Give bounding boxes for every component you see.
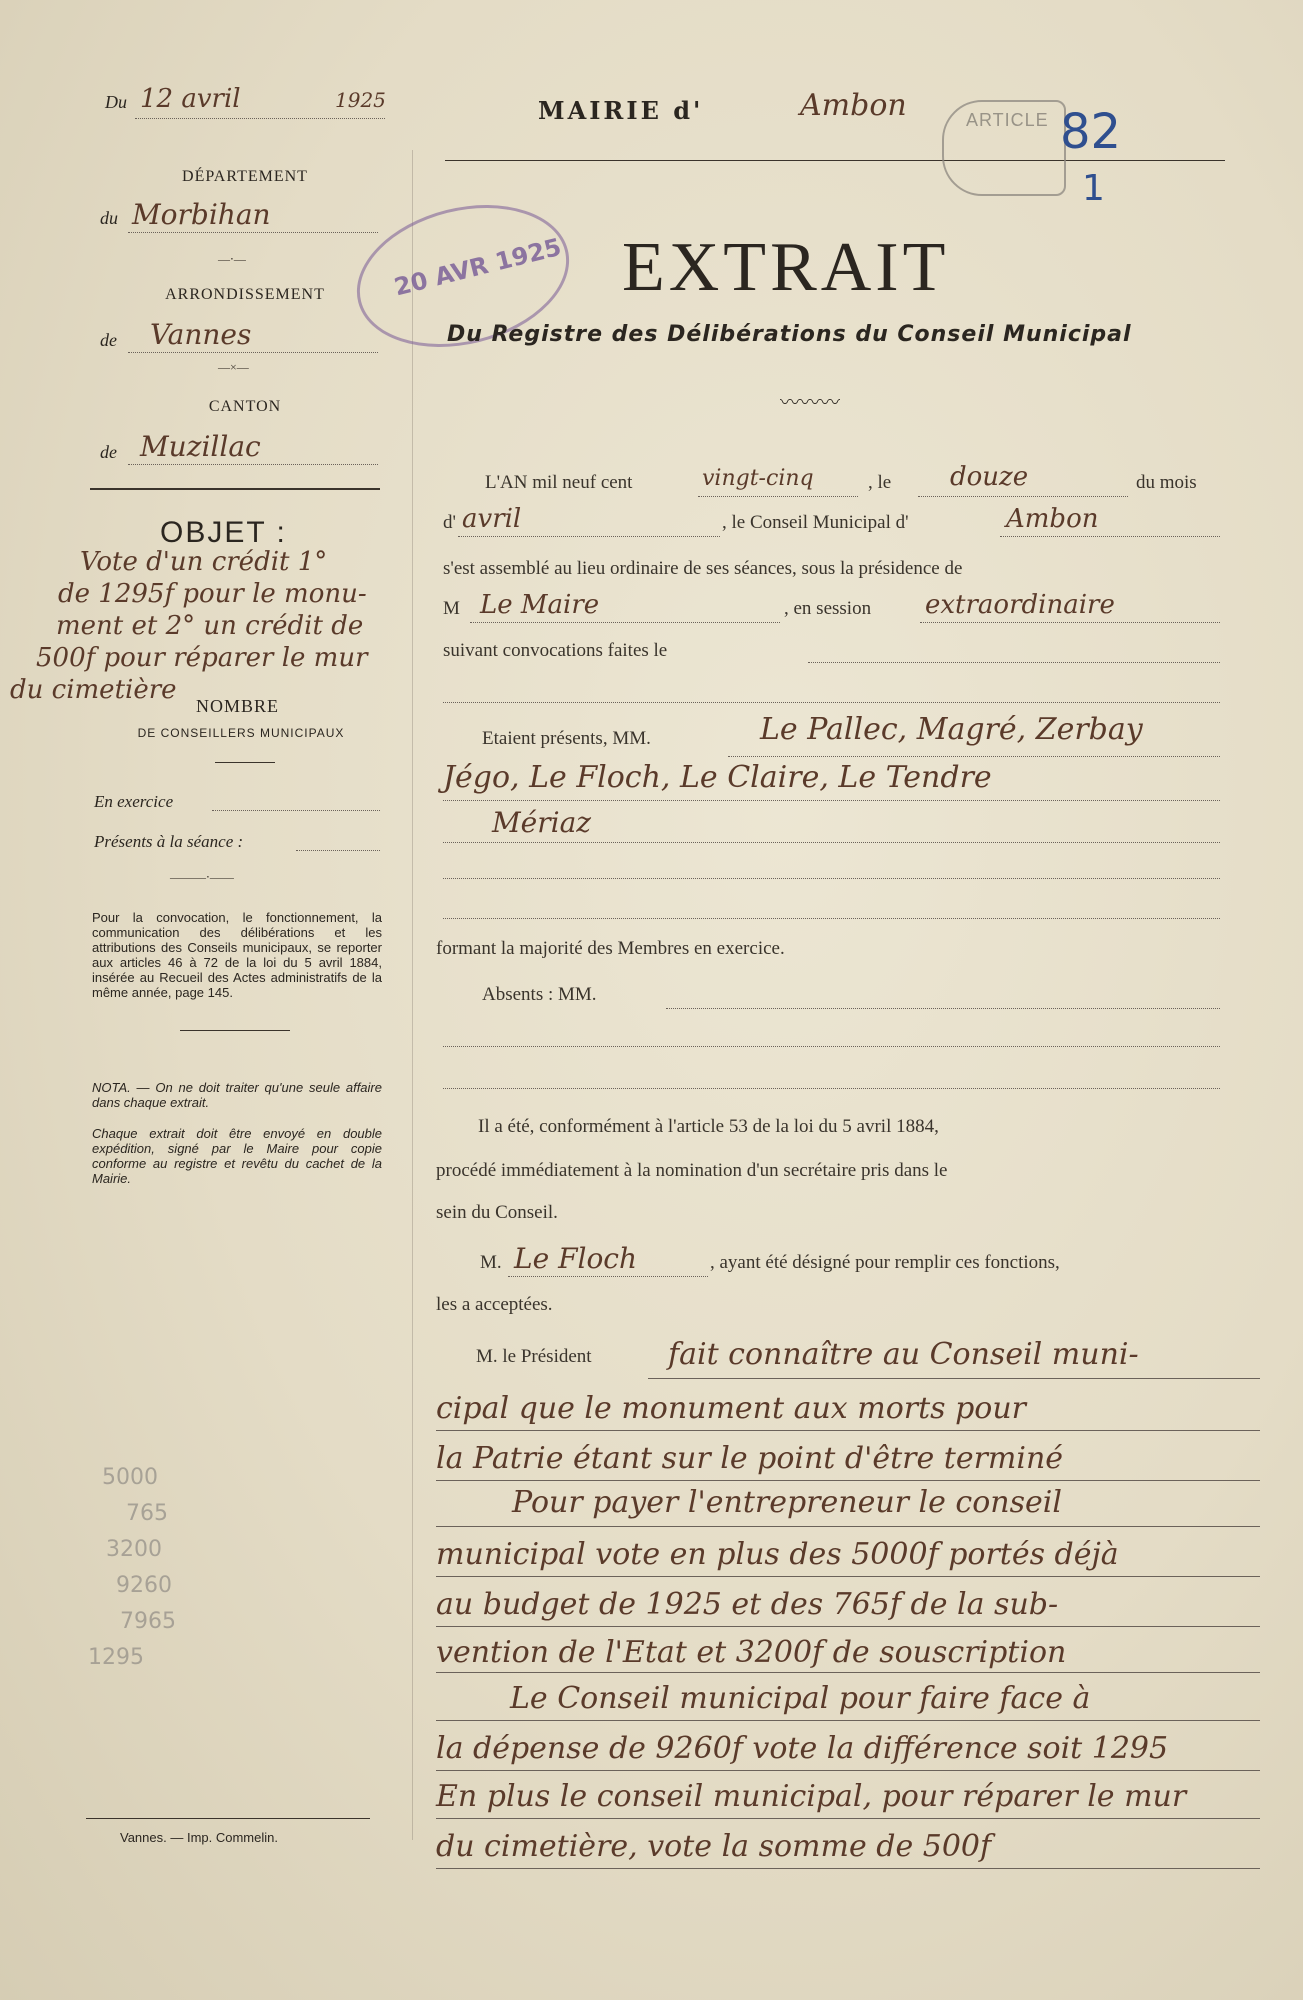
separator-ornament-3: ———⋅—— <box>170 870 234 884</box>
deliberation-line: Pour payer l'entrepreneur le conseil <box>512 1485 1062 1520</box>
presents-rule-3 <box>443 842 1220 843</box>
departement-line <box>128 232 378 233</box>
canton-line <box>128 464 378 465</box>
date-handwritten: 12 avril <box>140 84 241 114</box>
presents-rule-4 <box>443 878 1220 879</box>
commune-handwritten: Ambon <box>800 88 907 123</box>
extract-title: EXTRAIT <box>622 229 950 306</box>
deliberation-line: En plus le conseil municipal, pour réparer le mur <box>436 1779 1187 1814</box>
session-label: , en session <box>784 598 872 619</box>
objet-line: du cimetière <box>10 675 177 705</box>
margin-calc-line: 3200 <box>106 1537 162 1562</box>
extract-subtitle: Du Registre des Délibérations du Conseil Municipal <box>447 322 1132 347</box>
month-line <box>458 536 720 537</box>
objet-line: ment et 2° un crédit de <box>56 611 364 641</box>
president-line <box>470 622 780 623</box>
arrondissement-label: ARRONDISSEMENT <box>165 286 325 303</box>
margin-calc-line: 765 <box>126 1501 168 1526</box>
deliberation-line: vention de l'Etat et 3200f de souscription <box>436 1635 1067 1670</box>
article-sub-number: 1 <box>1082 168 1105 209</box>
etaient-label: Etaient présents, MM. <box>482 728 651 749</box>
nombre-label: NOMBRE <box>196 696 280 716</box>
deliberation-rule <box>436 1720 1260 1721</box>
margin-pencil-calculation <box>86 1460 176 1676</box>
canton-divider <box>90 488 380 490</box>
convocations-label: suivant convocations faites le <box>443 640 668 661</box>
assemble-text: s'est assemblé au lieu ordinaire de ses séances, sous la présidence de <box>443 558 963 579</box>
deliberation-line: la Patrie étant sur le point d'être terminé <box>436 1441 1064 1476</box>
stamp-date: 20 AVR 1925 <box>391 232 565 302</box>
deliberation-rule <box>436 1818 1260 1819</box>
date-line <box>135 118 385 119</box>
departement-prefix: du <box>100 208 118 228</box>
mairie-underline <box>445 160 1225 161</box>
convocations-line <box>808 662 1220 663</box>
arrondissement-handwritten: Vannes <box>150 318 252 351</box>
imprint-divider <box>86 1818 370 1819</box>
secretaire-suffix: , ayant été désigné pour remplir ces fonctions, <box>710 1252 1060 1273</box>
secretaire-prefix: M. <box>480 1252 502 1273</box>
absents-rule-2 <box>443 1046 1220 1047</box>
presents-line <box>296 850 380 851</box>
deliberation-rule <box>436 1576 1260 1577</box>
title-ornament: 〰〰〰 <box>780 392 840 414</box>
article53-line-2: procédé immédiatement à la nomination d'un secrétaire pris dans le <box>436 1160 948 1181</box>
article-number: 82 <box>1060 104 1122 160</box>
deliberation-rule <box>436 1480 1260 1481</box>
separator-ornament-2: —×— <box>218 360 249 374</box>
conseil-label: , le Conseil Municipal d' <box>722 512 909 533</box>
formant-text: formant la majorité des Membres en exercice. <box>436 938 785 959</box>
separator-ornament: —⋅— <box>218 252 246 266</box>
day-line <box>918 496 1128 497</box>
presents-rule-1 <box>728 756 1220 757</box>
objet-handwritten <box>10 546 410 706</box>
nota-1: NOTA. — On ne doit traiter qu'une seule affaire dans chaque extrait. <box>92 1080 382 1110</box>
arrondissement-prefix: de <box>100 330 117 350</box>
deliberation-line: la dépense de 9260f vote la différence soit 1295 <box>436 1731 1169 1766</box>
deliberation-rule <box>436 1672 1260 1673</box>
m-label: M <box>443 598 460 619</box>
margin-calc-line: 5000 <box>102 1465 158 1490</box>
month-handwritten: avril <box>462 504 522 534</box>
objet-label: OBJET : <box>160 516 287 549</box>
deliberation-line: cipal que le monument aux morts pour <box>436 1391 1027 1426</box>
deliberation-rule <box>648 1378 1260 1379</box>
deliberation-line: municipal vote en plus des 5000f portés déjà <box>436 1537 1119 1572</box>
margin-calc-line: 9260 <box>116 1573 172 1598</box>
objet-line: 500f pour réparer le mur <box>36 643 368 673</box>
presents-rule-2 <box>443 800 1220 801</box>
deliberation-line: du cimetière, vote la somme de 500f <box>436 1829 992 1864</box>
margin-calc-line: 7965 <box>120 1609 176 1634</box>
presents-line-3: Mériaz <box>492 806 592 839</box>
absents-rule-3 <box>443 1088 1220 1089</box>
en-exercice-line <box>212 810 380 811</box>
session-line <box>920 622 1220 623</box>
president-label: M. le Président <box>476 1346 592 1367</box>
absents-label: Absents : MM. <box>482 984 597 1005</box>
article53-line-3: sein du Conseil. <box>436 1202 558 1223</box>
secretaire-line <box>508 1276 708 1277</box>
deliberation-rule <box>436 1770 1260 1771</box>
president-handwritten: Le Maire <box>480 590 600 620</box>
nota-2: Chaque extrait doit être envoyé en double expédition, signé par le Maire pour copie conforme au registre et revêtu du cachet de la Mairie. <box>92 1126 382 1186</box>
day-handwritten: douze <box>950 462 1029 492</box>
objet-line: Vote d'un crédit 1° <box>80 547 328 577</box>
article53-line-1: Il a été, conformément à l'article 53 de la loi du 5 avril 1884, <box>478 1116 939 1137</box>
canton-label: CANTON <box>208 398 282 415</box>
conseillers-label: DE CONSEILLERS MUNICIPAUX <box>137 726 345 740</box>
le-label: , le <box>868 472 892 493</box>
convocation-note: Pour la convocation, le fonctionnement, la communication des délibérations et les attributions des Conseils municipaux, se reporter aux articles 46 à 72 de la loi du 5 avril 1884, insérée au Recueil des Actes administratifs de la même année, page 145. <box>92 910 382 1000</box>
presents-label: Présents à la séance : <box>94 832 244 851</box>
du-mois-label: du mois <box>1136 472 1197 493</box>
mairie-label: MAIRIE d' <box>538 96 704 125</box>
year-handwritten: 1925 <box>335 88 386 112</box>
note-divider <box>180 1030 290 1031</box>
departement-handwritten: Morbihan <box>132 198 271 231</box>
secretaire-handwritten: Le Floch <box>514 1242 638 1275</box>
acceptees-text: les a acceptées. <box>436 1294 553 1315</box>
imprint: Vannes. — Imp. Commelin. <box>120 1830 278 1845</box>
article-stamp <box>942 100 1066 196</box>
deliberation-rule <box>436 1526 1260 1527</box>
presents-line-1: Le Pallec, Magré, Zerbay <box>760 712 1143 747</box>
departement-label: DÉPARTEMENT <box>182 168 308 185</box>
short-divider <box>215 762 275 763</box>
article-stamp-label: ARTICLE <box>966 110 1049 130</box>
absents-rule-1 <box>666 1008 1220 1009</box>
objet-line: de 1295f pour le monu- <box>58 579 367 609</box>
deliberation-rule <box>436 1430 1260 1431</box>
deliberation-line: fait connaître au Conseil muni- <box>668 1337 1139 1372</box>
date-prefix: Du <box>105 92 127 112</box>
deliberation-rule <box>436 1868 1260 1869</box>
margin-calc-line: 1295 <box>88 1645 144 1670</box>
d-label: d' <box>443 512 456 533</box>
presents-line-2: Jégo, Le Floch, Le Claire, Le Tendre <box>443 760 992 795</box>
canton-handwritten: Muzillac <box>140 430 261 463</box>
en-exercice-label: En exercice <box>94 792 174 811</box>
an-label: L'AN mil neuf cent <box>485 472 633 493</box>
blank-line <box>443 702 1220 703</box>
column-divider <box>412 150 413 1840</box>
commune-body-handwritten: Ambon <box>1006 504 1099 534</box>
an-handwritten: vingt-cinq <box>702 466 814 491</box>
deliberation-line: au budget de 1925 et des 765f de la sub- <box>436 1587 1059 1622</box>
arrondissement-line <box>128 352 378 353</box>
commune-line <box>1000 536 1220 537</box>
an-line <box>698 496 858 497</box>
canton-prefix: de <box>100 442 117 462</box>
deliberation-line: Le Conseil municipal pour faire face à <box>510 1681 1091 1716</box>
presents-rule-5 <box>443 918 1220 919</box>
session-handwritten: extraordinaire <box>925 590 1115 620</box>
deliberation-rule <box>436 1626 1260 1627</box>
